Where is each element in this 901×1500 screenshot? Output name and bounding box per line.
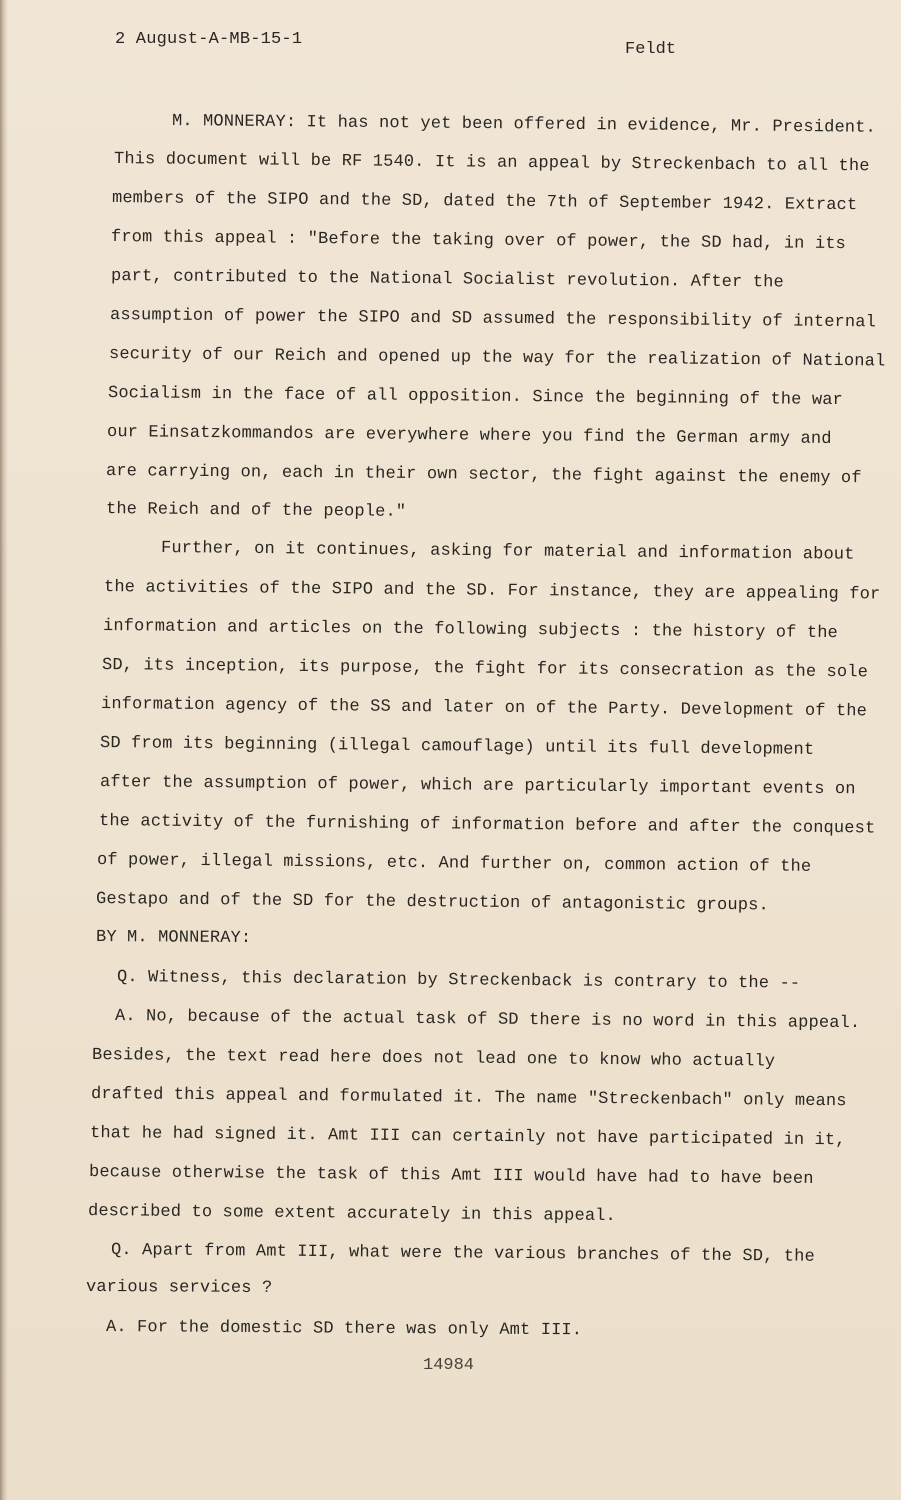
text-line: security of our Reich and opened up the way for the realization of National — [108, 345, 886, 372]
text-line: various services ? — [85, 1278, 273, 1298]
question-line: Q. Apart from Amt III, what were the various branches of the SD, the — [110, 1241, 815, 1267]
examiner-heading: BY M. MONNERAY: — [95, 928, 252, 949]
document-reference: 2 August-A-MB-15-1 — [115, 30, 303, 49]
text-line: described to some extent accurately in this appeal. — [87, 1202, 617, 1227]
text-line: Socialism in the face of all opposition. Since the beginning of the war — [107, 384, 844, 411]
text-line: after the assumption of power, which are particularly important events on — [99, 773, 856, 800]
text-line: part, contributed to the National Socialist revolution. After the — [110, 267, 784, 293]
witness-name: Feldt — [625, 40, 677, 59]
text-line: of power, illegal missions, etc. And further on, common action of the — [96, 851, 812, 877]
text-line: that he had signed it. Amt III can certainly not have participated in it, — [89, 1124, 846, 1151]
page-edge — [0, 0, 8, 1500]
text-line: are carrying on, each in their own sector, the fight against the enemy of — [105, 462, 862, 489]
text-line: the activity of the furnishing of information before and after the conquest — [98, 812, 876, 839]
text-line: the activities of the SIPO and the SD. For instance, they are appealing for — [103, 578, 881, 605]
page-number: 14984 — [423, 1356, 475, 1375]
text-line: assumption of power the SIPO and SD assumed the responsibility of internal — [109, 306, 877, 333]
text-line: information and articles on the following subjects : the history of the — [102, 617, 839, 644]
text-line: our Einsatzkommandos are everywhere where you find the German army and — [106, 423, 832, 449]
answer-line: A. No, because of the actual task of SD there is no word in this appeal. — [114, 1007, 861, 1034]
text-line: This document will be RF 1540. It is an appeal by Streckenbach to all the — [113, 150, 870, 177]
text-line: Gestapo and of the SD for the destruction of antagonistic groups. — [95, 890, 769, 916]
question-line: Q. Witness, this declaration by Streckenback is contrary to the -- — [116, 968, 801, 994]
text-line: members of the SIPO and the SD, dated the 7th of September 1942. Extract — [111, 189, 858, 216]
answer-line: A. For the domestic SD there was only Amt III. — [105, 1318, 583, 1341]
text-line: drafted this appeal and formulated it. The name "Streckenbach" only means — [90, 1085, 847, 1112]
text-line: information agency of the SS and later on of the Party. Development of the — [100, 695, 868, 722]
text-line: M. MONNERAY: It has not yet been offered in evidence, Mr. President. — [171, 112, 876, 138]
text-line: SD from its beginning (illegal camouflage) until its full development — [99, 734, 815, 760]
text-line: Besides, the text read here does not lead one to know who actually — [91, 1046, 776, 1072]
text-line: the Reich and of the people." — [105, 500, 407, 522]
text-line: from this appeal : "Before the taking over of power, the SD had, in its — [110, 228, 847, 255]
text-line: SD, its inception, its purpose, the fight for its consecration as the sole — [101, 656, 869, 683]
text-line: because otherwise the task of this Amt III would have had to have been — [88, 1163, 814, 1189]
text-line: Further, on it continues, asking for material and information about — [160, 539, 855, 565]
